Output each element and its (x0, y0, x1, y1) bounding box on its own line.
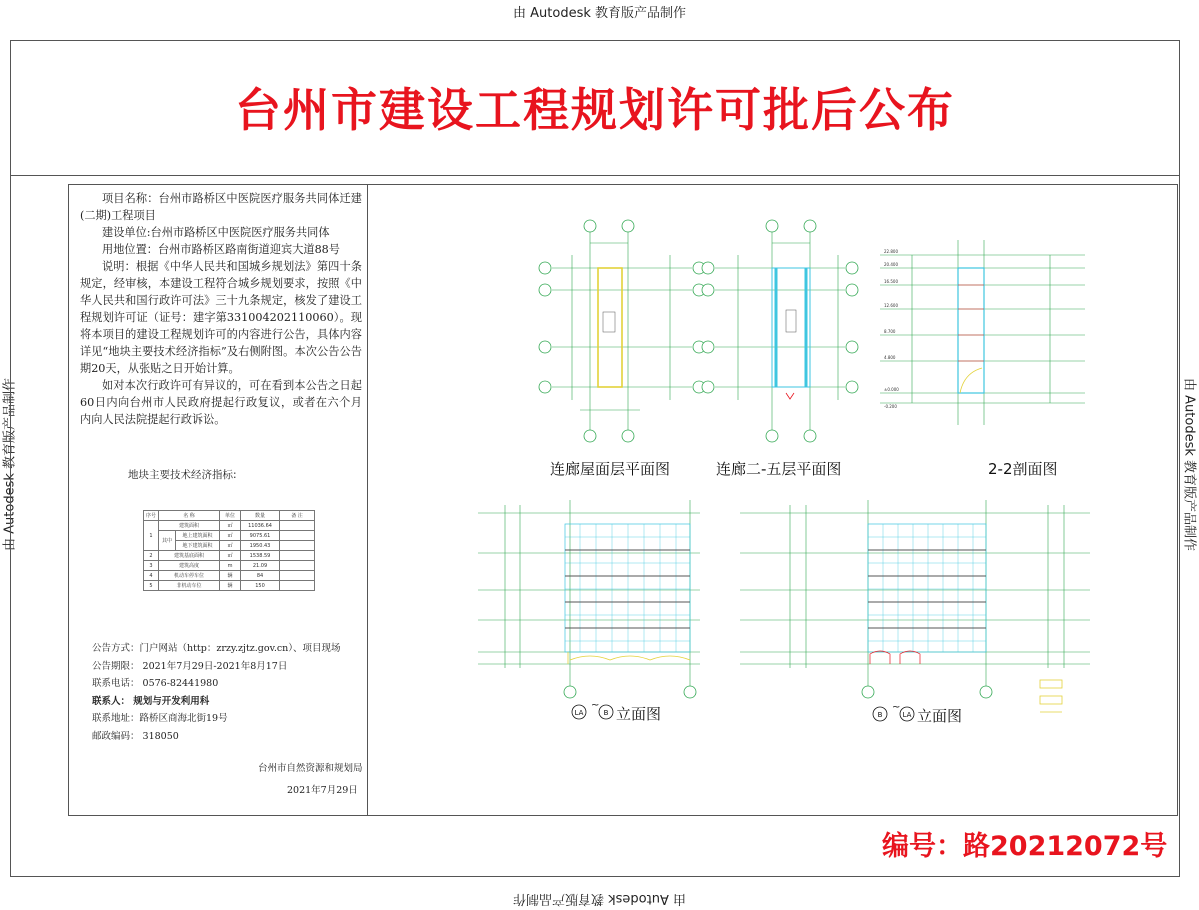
row-unit: ㎡ (220, 531, 241, 541)
row-unit: ㎡ (220, 521, 241, 531)
watermark-left: 由 Autodesk 教育版产品制作 (2, 378, 18, 551)
floor-plan-bubbles (702, 220, 858, 442)
postcode: 邮政编码： 318050 (92, 730, 179, 742)
elevation-b-drawing (740, 500, 1090, 712)
row-number: 1 (144, 521, 159, 551)
row-value: 21.09 (241, 561, 280, 571)
level-label: ±0.000 (884, 387, 899, 392)
contact-person: 联系人： 规划与开发利用科 (92, 695, 210, 707)
elevation-a-caption: 立面图 (616, 705, 662, 723)
floor-plan-drawing (715, 230, 845, 430)
elevation-a-drawing (478, 500, 700, 690)
caption-bubble-label: B (877, 711, 883, 719)
row-name: 地下建筑面积 (176, 541, 220, 551)
row-name: 机动车停车位 (159, 571, 220, 581)
row-number: 3 (144, 561, 159, 571)
project-name: 项目名称：台州市路桥区中医院医疗服务共同体迁建(二期)工程项目 (80, 192, 362, 222)
row-value: 1538.59 (241, 551, 280, 561)
notice-period: 公告期限： 2021年7月29日-2021年8月17日 (92, 660, 288, 672)
row-value: 150 (241, 581, 280, 591)
caption-bubble-label: LA (574, 709, 584, 717)
page-title: 台州市建设工程规划许可批后公布 (235, 83, 955, 137)
elevation-b-bubbles (862, 686, 992, 698)
watermark-top: 由 Autodesk 教育版产品制作 (513, 6, 686, 21)
contact-address: 联系地址：路桥区商海北街19号 (92, 713, 228, 724)
row-value: 1950.43 (241, 541, 280, 551)
row-unit: 辆 (220, 581, 241, 591)
row-name: 非机动车位 (159, 581, 220, 591)
builder: 建设单位:台州市路桥区中医院医疗服务共同体 (102, 226, 330, 239)
header-cell: 单位 (220, 511, 241, 521)
floor-plan-caption: 连廊二-五层平面图 (716, 460, 842, 478)
row-value: 84 (241, 571, 280, 581)
watermark-bottom: 由 Autodesk 教育版产品制作 (513, 891, 686, 906)
header-cell: 名 称 (159, 511, 220, 521)
notice-method: 公告方式：门户网站（http：zrzy.zjtz.gov.cn）、项目现场 (92, 643, 341, 654)
caption-bubble-label: B (603, 709, 609, 717)
issue-date: 2021年7月29日 (287, 785, 358, 796)
row-number: 5 (144, 581, 159, 591)
level-label: -0.200 (884, 404, 897, 409)
elevation-b-caption: 立面图 (917, 707, 963, 725)
tilde: ~ (591, 700, 600, 711)
header-cell: 数量 (241, 511, 280, 521)
roof-plan-caption: 连廊屋面层平面图 (550, 460, 671, 478)
row-unit: ㎡ (220, 541, 241, 551)
row-name: 建筑高度 (159, 561, 220, 571)
tilde: ~ (892, 702, 901, 713)
row-unit: ㎡ (220, 551, 241, 561)
level-label: 20.400 (884, 262, 898, 267)
section-caption: 2-2剖面图 (988, 460, 1058, 478)
row-group: 其中 (159, 531, 176, 551)
contact-phone: 联系电话： 0576-82441980 (92, 678, 219, 689)
level-label: 12.600 (884, 303, 898, 308)
row-number: 4 (144, 571, 159, 581)
section-drawing (880, 240, 1085, 425)
watermark-right: 由 Autodesk 教育版产品制作 (1181, 378, 1197, 551)
serial-number: 编号：路20212072号 (882, 831, 1168, 862)
caption-bubble-label: LA (902, 711, 912, 719)
objection-notice: 如对本次行政许可有异议的，可在看到本公告之日起60日内向台州市人民政府提起行政复议，或者在六个月内向人民法院提起行政诉讼。 (80, 379, 362, 426)
row-number: 2 (144, 551, 159, 561)
level-label: 4.800 (884, 355, 896, 360)
row-unit: m (220, 561, 241, 571)
header-cell: 备 注 (280, 511, 315, 521)
row-name: 建筑面积 (159, 521, 220, 531)
section-level-labels (884, 249, 899, 409)
level-label: 22.800 (884, 249, 898, 254)
row-value: 11036.64 (241, 521, 280, 531)
header-cell: 序号 (144, 511, 159, 521)
site-location: 用地位置：台州市路桥区路南街道迎宾大道88号 (102, 243, 340, 256)
issuing-agency: 台州市自然资源和规划局 (258, 763, 363, 774)
description: 说明：根据《中华人民共和国城乡规划法》第四十条规定，经审核，本建设工程符合城乡规划要求，按照《中华人民共和国行政许可法》三十九条规定，核发了建设工程规划许可证（证号：建字第331004202110060）。现将本项目的建设工程规划许可的内容进行公告，具体内容详见“地块主要技术经济指标”及右侧附图。本次公告公告期20天，从张贴之日开始计算。 (80, 260, 362, 375)
indicators-title: 地块主要技术经济指标: (128, 469, 237, 481)
row-value: 9075.61 (241, 531, 280, 541)
level-label: 8.700 (884, 329, 896, 334)
row-name: 地上建筑面积 (176, 531, 220, 541)
roof-plan-drawing (552, 230, 692, 430)
row-unit: 辆 (220, 571, 241, 581)
elevation-a-bubbles (564, 686, 696, 698)
row-name: 建筑基底面积 (159, 551, 220, 561)
level-label: 16.500 (884, 279, 898, 284)
